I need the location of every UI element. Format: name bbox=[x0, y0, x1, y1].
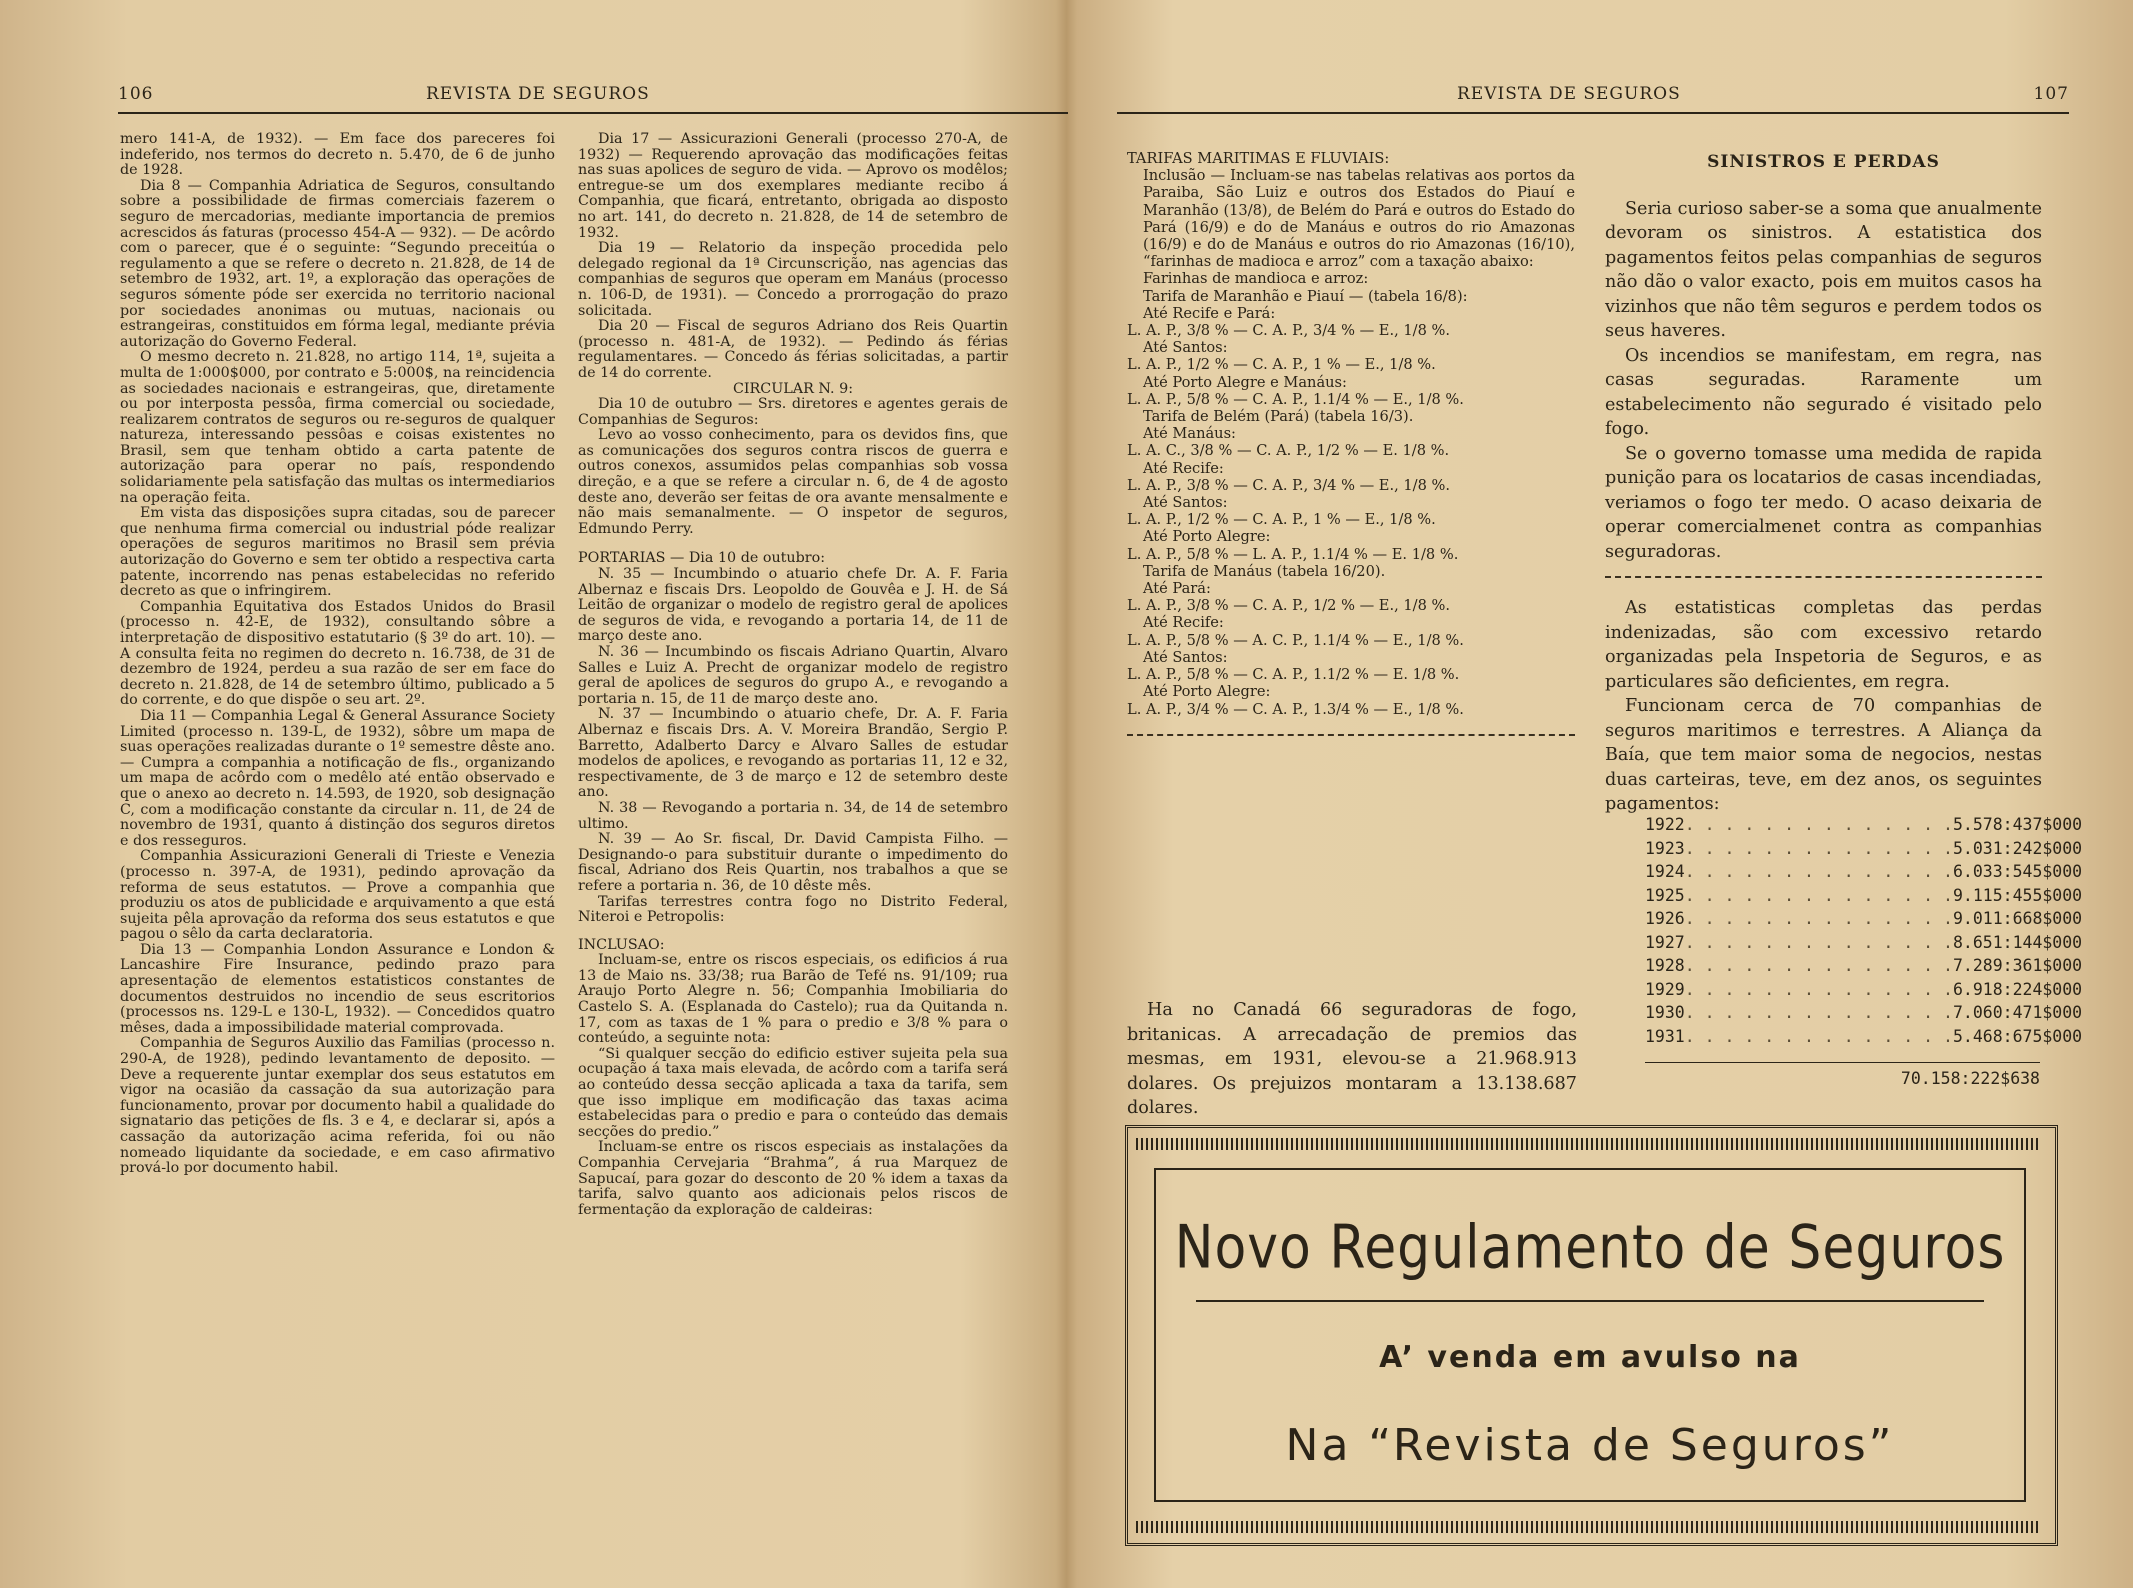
paragraph: Companhia Equitativa dos Estados Unidos do Brasil (processo n. 42-E, de 1932), consultando sôbre a interpretação de dispositivo estatutario (§ 3º do art. 10). — A consulta feita no regimen do decreto n. 16.738, de 31 de dezembro de 1924, perdeu a sua razão de ser em face do decreto n. 21.828, de 14 de setembro último, publicado a 5 do corrente, e do que dispõe o seu art. 2º. bbox=[120, 598, 555, 709]
left-column-2 bbox=[578, 132, 1008, 1502]
leader-dots: . . . . . . . . . . . . . . bbox=[1684, 909, 1953, 928]
payments-table bbox=[1645, 813, 2083, 1091]
paragraph: N. 38 — Revogando a portaria n. 34, de 14 de setembro ultimo. bbox=[578, 799, 1008, 832]
paragraph: Companhia Assicurazioni Generali di Trieste e Venezia (processo n. 397-A, de 1931), pedindo aprovação da reforma de seus estatutos. — Prove a companhia que produziu os atos de publicidade e arquivamento a que está sujeita pêla aprovação da reforma dos seus estatutos e que pagou o sêlo da carta declaratoria. bbox=[120, 848, 555, 943]
payment-year: 1925 bbox=[1645, 885, 1685, 905]
payment-row bbox=[1645, 860, 2083, 884]
tariff-line: L. A. C., 3/8 % — C. A. P., 1/2 % — E. 1/8 %. bbox=[1127, 442, 1450, 460]
payment-row bbox=[1645, 954, 2083, 978]
tariff-line: L. A. P., 1/2 % — C. A. P., 1 % — E., 1/8 %. bbox=[1127, 511, 1436, 529]
section-divider bbox=[1127, 734, 1575, 736]
leader-dots: . . . . . . . . . . . . . . bbox=[1684, 1003, 1953, 1022]
paragraph: N. 39 — Ao Sr. fiscal, Dr. David Campista Filho. — Designando-o para substituir durante o impedimento do fiscal, Adriano dos Reis Quartin, nos trabalhos a que se refere a portaria n. 36, de 10 dêste mês. bbox=[578, 831, 1008, 894]
tariff-line: Até Santos: bbox=[1143, 648, 1228, 666]
ad-ornament-border bbox=[1136, 1138, 2041, 1150]
paragraph: Dia 13 — Companhia London Assurance e London & Lancashire Fire Insurance, pedindo prazo para apresentação de elementos estatisticos constantes de documentos destruidos no incendio de seus escritorios (processos ns. 129-L e 130-L, 1932). — Concedidos quatro mêses, dada a impossibilidade material comprovada. bbox=[120, 941, 555, 1036]
paragraph: As estatisticas completas das perdas indenizadas, são com excessivo retardo organizadas pela Inspetoria de Seguros, e as particulares são deficientes, em regra. bbox=[1605, 598, 2042, 692]
paragraph: N. 35 — Incumbindo o atuario chefe Dr. A. F. Faria Albernaz e fiscais Drs. Leopoldo de Gouvêa e J. H. de Sá Leitão de organizar o modelo de registro geral de apolices de seguros de vida, e revogando a portaria 14, de 11 de março deste ano. bbox=[578, 566, 1008, 645]
payment-amount: 9.011:668$000 bbox=[1952, 909, 2083, 928]
payment-row bbox=[1645, 813, 2083, 837]
tariffs-title: TARIFAS MARITIMAS E FLUVIAIS: bbox=[1127, 150, 1390, 167]
section-heading: CIRCULAR N. 9: bbox=[732, 380, 854, 397]
right-page-header bbox=[1117, 84, 2069, 114]
payment-row bbox=[1645, 1025, 2083, 1049]
tariff-line: Tarifa de Manáus (tabela 16/20). bbox=[1143, 562, 1386, 580]
payment-amount: 5.468:675$000 bbox=[1952, 1026, 2083, 1046]
payment-year: 1929 bbox=[1645, 979, 1685, 999]
tariff-line: Farinhas de mandioca e arroz: bbox=[1143, 270, 1369, 288]
tariff-line: Até Santos: bbox=[1143, 494, 1228, 512]
ad-inner-frame bbox=[1154, 1168, 2026, 1502]
payment-amount: 5.031:242$000 bbox=[1952, 838, 2083, 858]
payment-row bbox=[1645, 931, 2083, 955]
paragraph: Dia 10 de outubro — Srs. diretores e agentes gerais de Companhias de Seguros: bbox=[578, 396, 1008, 428]
tariff-line: Até Recife: bbox=[1143, 459, 1224, 477]
payment-amount: 6.033:545$000 bbox=[1952, 862, 2083, 881]
tariff-line: Até Porto Alegre: bbox=[1143, 683, 1271, 701]
running-title: REVISTA DE SEGUROS bbox=[1457, 84, 1681, 104]
payments-total: 70.158:222$638 bbox=[1645, 1062, 2040, 1091]
tariff-lines bbox=[1127, 270, 1575, 717]
payment-amount: 5.578:437$000 bbox=[1952, 815, 2083, 834]
tariff-line: L. A. P., 3/8 % — C. A. P., 3/4 % — E., 1/8 %. bbox=[1127, 476, 1451, 494]
sinistros-column bbox=[1605, 150, 2042, 817]
tariffs-column bbox=[1127, 150, 1575, 754]
ad-ornament-border bbox=[1136, 1521, 2041, 1533]
paragraph: Dia 19 — Relatorio da inspeção procedida pelo delegado regional da 1ª Circunscrição, nas agencias das companhias de seguros que operam em Manáus (processo n. 106-D, de 1931). — Concedo a prorrogação do prazo solicitada. bbox=[578, 240, 1008, 319]
paragraph: Seria curioso saber-se a soma que anualmente devoram os sinistros. A estatistica dos pagamentos feitos pelas companhias de seguros não dão o valor exacto, pois em muitos casos ha vizinhos que não têm seguros e perdem todos os seus haveres. bbox=[1605, 198, 2042, 341]
tariff-line: Até Porto Alegre: bbox=[1143, 528, 1271, 546]
paragraph: Se o governo tomasse uma medida de rapida punição para os locatarios de casas incendiadas, veriamos o fogo ter medo. O acaso deixaria de operar comercialmenet contra as companhias seguradoras. bbox=[1605, 443, 2042, 562]
page-number: 106 bbox=[118, 84, 154, 104]
payment-amount: 9.115:455$000 bbox=[1952, 885, 2083, 905]
left-page-header bbox=[118, 84, 1068, 114]
tariff-line: L. A. P., 5/8 % — C. A. P., 1.1/2 % — E. 1/8 %. bbox=[1127, 666, 1460, 684]
paragraph: Levo ao vosso conhecimento, para os devidos fins, que as comunicações dos seguros contra riscos de guerra e outros conexos, assumidos pelas companhias sob vossa direção, e a que se refere a circular n. 6, de 4 de agosto deste ano, deverão ser feitas de ora avante mensalmente e não mais semanalmente. — O inspetor de seguros, Edmundo Perry. bbox=[578, 427, 1008, 537]
payment-year: 1926 bbox=[1645, 909, 1685, 928]
tariff-line: L. A. P., 1/2 % — C. A. P., 1 % — E., 1/8 %. bbox=[1127, 356, 1436, 374]
payment-row bbox=[1645, 837, 2083, 861]
paragraph: Funcionam cerca de 70 companhias de seguros maritimos e terrestres. A Aliança da Baía, que tem maior soma de negocios, nestas duas carteiras, teve, em dez anos, os seguintes pagamentos: bbox=[1605, 696, 2042, 814]
ad-publication-name: Na “Revista de Seguros” bbox=[1285, 1420, 1895, 1471]
payment-row bbox=[1645, 884, 2083, 908]
leader-dots: . . . . . . . . . . . . . . bbox=[1684, 862, 1953, 881]
payment-year: 1924 bbox=[1645, 862, 1685, 881]
advertisement-box bbox=[1125, 1125, 2058, 1546]
payment-row bbox=[1645, 1001, 2083, 1025]
paragraph: Companhia de Seguros Auxilio das Familias (processo n. 290-A, de 1928), pedindo levantamento de deposito. — Deve a requerente juntar exemplar dos seus estatutos em vigor na ocasião da cassação da sua autorização para funcionamento, provar por documento habil a qualidade do signatario das petições de fls. 3 e 4, e declarar si, após a cassação da autorização acima referida, foi ou não nomeado liquidante da sociedade, e em caso afirmativo prová-lo por documento habil. bbox=[120, 1035, 555, 1177]
ad-subtitle: A’ venda em avulso na bbox=[1379, 1340, 1801, 1375]
section-title: SINISTROS E PERDAS bbox=[1707, 152, 1940, 172]
tariff-line: L. A. P., 5/8 % — L. A. P., 1.1/4 % — E. 1/8 %. bbox=[1127, 545, 1459, 563]
tariff-line: L. A. P., 3/8 % — C. A. P., 1/2 % — E., 1/8 %. bbox=[1127, 597, 1451, 615]
running-title: REVISTA DE SEGUROS bbox=[426, 84, 650, 104]
paragraph: N. 37 — Incumbindo o atuario chefe, Dr. A. F. Faria Albernaz e fiscais Drs. A. V. Moreira Brandão, Sergio P. Barretto, Adalberto Darcy e Alvaro Salles de estudar modelos de apolices, e revogando as portarias 11, 12 e 32, respectivamente, de 3 de março e 12 de setembro deste ano. bbox=[578, 706, 1008, 801]
payment-row bbox=[1645, 907, 2083, 931]
paragraph: Incluam-se entre os riscos especiais as instalações da Companhia Cervejaria “Brahma”, á rua Marquez de Sapucaí, para gozar do desconto de 20 % idem a taxas da tarifa, salvo quanto aos adicionais pelos riscos de fermentação da exploração de caldeiras: bbox=[578, 1139, 1008, 1218]
tariff-line: Até Recife: bbox=[1143, 614, 1224, 632]
paragraph: Em vista das disposições supra citadas, sou de parecer que nenhuma firma comercial ou industrial póde realizar operações de seguros maritimos no Brasil sem prévia autorização do Governo e sem ter obtido a respectiva carta patente, incorrendo nas penas estabelecidas no referido decreto as que o infringirem. bbox=[120, 505, 555, 600]
tariff-line: L. A. P., 5/8 % — C. A. P., 1.1/4 % — E., 1/8 %. bbox=[1127, 390, 1464, 408]
tariff-line: Até Santos: bbox=[1143, 339, 1228, 357]
payment-year: 1922 bbox=[1645, 815, 1685, 834]
leader-dots: . . . . . . . . . . . . . . bbox=[1684, 838, 1953, 858]
paragraph: N. 36 — Incumbindo os fiscais Adriano Quartin, Alvaro Salles e Luiz A. Precht de organizar modelo de registro geral de apolices de seguros do grupo A., e revogando a portaria n. 15, de 11 de março deste ano. bbox=[578, 644, 1008, 707]
paragraph: Dia 20 — Fiscal de seguros Adriano dos Reis Quartin (processo n. 481-A, de 1932). — Pedindo ás férias regulamentares. — Concedo ás férias solicitadas, a partir de 14 do corrente. bbox=[578, 318, 1008, 381]
ad-underline bbox=[1196, 1300, 1984, 1302]
leader-dots: . . . . . . . . . . . . . . bbox=[1684, 932, 1953, 952]
paragraph: Ha no Canadá 66 seguradoras de fogo, britanicas. A arrecadação de premios das mesmas, em 1931, elevou-se a 21.968.913 dolares. Os prejuizos montaram a 13.138.687 dolares. bbox=[1127, 1000, 1577, 1118]
left-column-1 bbox=[120, 132, 555, 1502]
paragraph: Os incendios se manifestam, em regra, nas casas seguradas. Raramente um estabelecimento não segurado é visitado pelo fogo. bbox=[1605, 345, 2042, 439]
tariff-line: Até Porto Alegre e Manáus: bbox=[1143, 373, 1347, 391]
paragraph: Incluam-se, entre os riscos especiais, os edificios á rua 13 de Maio ns. 33/38; rua Barão de Tefé ns. 91/109; rua Araujo Porto Alegre n. 56; Companhia Imobiliaria do Castelo S. A. (Esplanada do Castelo); rua da Quitanda n. 17, com as taxas de 1 % para o predio e 3/8 % para o conteúdo, a seguinte nota: bbox=[578, 952, 1008, 1047]
page-number: 107 bbox=[2033, 84, 2069, 104]
tariff-line: L. A. P., 5/8 % — A. C. P., 1.1/4 % — E., 1/8 %. bbox=[1127, 631, 1464, 649]
leader-dots: . . . . . . . . . . . . . . bbox=[1684, 956, 1953, 975]
paragraph: Dia 8 — Companhia Adriatica de Seguros, consultando sobre a possibilidade de firmas comerciais fazerem o seguro de mercadorias, mediante importancia de premios acrescidos ás faturas (processo 454-A — 932). — De acôrdo com o parecer, que é o seguinte: “Segundo preceitúa o regulamento a que se refere o decreto n. 21.828, de 14 de setembro de 1932, art. 1º, a exploração das operações de seguros sómente póde ser exercida no territorio nacional por sociedades anonimas ou mutuas, nacionais ou estrangeiras, constituidos em fórma legal, mediante prévia autorização do Governo Federal. bbox=[120, 177, 555, 350]
payment-year: 1927 bbox=[1645, 932, 1685, 952]
paragraph: “Si qualquer secção do edificio estiver sujeita pela sua ocupação á taxa mais elevada, de acôrdo com a tarifa será ao conteúdo dessa secção aplicada a taxa da tarifa, sem que isso implique em modificação das taxas acima estabelecidas para o predio e para o conteúdo das demais secções do predio.” bbox=[578, 1045, 1008, 1140]
leader-dots: . . . . . . . . . . . . . . bbox=[1684, 815, 1953, 834]
payment-row bbox=[1645, 978, 2083, 1002]
payment-year: 1930 bbox=[1645, 1003, 1685, 1022]
tariff-line: L. A. P., 3/8 % — C. A. P., 3/4 % — E., 1/8 %. bbox=[1127, 322, 1451, 340]
paragraph: mero 141-A, de 1932). — Em face dos pareceres foi indeferido, nos termos do decreto n. 5.470, de 6 de junho de 1928. bbox=[120, 131, 555, 179]
tariffs-intro: Inclusão — Incluam-se nas tabelas relativas aos portos da Paraiba, São Luiz e outros dos Estados do Piauí e Maranhão (13/8), de Belém do Pará e outros do Estado do Pará (16/9) e do de Manáus e outros do rio Amazonas (16/9) e do de Manáus e outros do rio Amazonas (16/10), “farinhas de madioca e arroz” com a taxação abaixo: bbox=[1143, 167, 1575, 271]
leader-dots: . . . . . . . . . . . . . . bbox=[1684, 1026, 1953, 1046]
payment-year: 1923 bbox=[1645, 838, 1685, 858]
tariff-line: Até Recife e Pará: bbox=[1143, 304, 1276, 322]
tariff-line: Tarifa de Belém (Pará) (tabela 16/3). bbox=[1143, 408, 1414, 426]
canada-note bbox=[1127, 998, 1577, 1121]
ad-title: Novo Regulamento de Seguros bbox=[1174, 1213, 2006, 1283]
tariff-line: Tarifa de Maranhão e Piauí — (tabela 16/8): bbox=[1143, 287, 1468, 305]
paragraph: Tarifas terrestres contra fogo no Distrito Federal, Niteroi e Petropolis: bbox=[578, 893, 1008, 926]
payment-year: 1928 bbox=[1645, 956, 1685, 975]
payment-amount: 7.289:361$000 bbox=[1952, 956, 2083, 975]
section-divider bbox=[1605, 576, 2042, 578]
tariff-line: Até Manáus: bbox=[1143, 425, 1236, 443]
leader-dots: . . . . . . . . . . . . . . bbox=[1684, 885, 1953, 905]
paragraph: O mesmo decreto n. 21.828, no artigo 114, 1ª, sujeita a multa de 1:000$000, por contrato e 5:000$, na reincidencia as sociedades nacionais e estrangeiras, que, diretamente ou por interposta pessôa, firma comercial ou sociedade, realizarem contratos de seguros ou re-seguros de qualquer natureza, interessando pessôas e coisas existentes no Brasil, sem que tenham obtido a carta patente de autorização para operar no país, respondendo solidariamente pela satisfação das multas os intermediarios na operação feita. bbox=[120, 349, 555, 506]
payment-amount: 6.918:224$000 bbox=[1952, 979, 2083, 999]
payments-rows bbox=[1645, 813, 2083, 1048]
payment-amount: 7.060:471$000 bbox=[1952, 1003, 2083, 1022]
leader-dots: . . . . . . . . . . . . . . bbox=[1684, 979, 1953, 999]
tariff-line: Até Pará: bbox=[1143, 580, 1211, 598]
left-page bbox=[0, 0, 1066, 1588]
section-heading: INCLUSAO: bbox=[578, 936, 665, 953]
payment-year: 1931 bbox=[1645, 1026, 1685, 1046]
tariff-line: L. A. P., 3/4 % — C. A. P., 1.3/4 % — E., 1/8 %. bbox=[1127, 700, 1464, 718]
paragraph: Dia 11 — Companhia Legal & General Assurance Society Limited (processo n. 139-L, de 1932), sôbre um mapa de suas operações realizadas durante o 1º semestre dêste ano. — Cumpra a companhia a notificação de fls., organizando um mapa de acôrdo com o medêlo até então observado e que o anexo ao decreto n. 14.593, de 1920, sob designação C, com a modificação constante da circular n. 11, de 24 de novembro de 1931, quanto á distinção dos seguros diretos e dos resseguros. bbox=[120, 707, 555, 849]
section-heading: PORTARIAS — Dia 10 de outubro: bbox=[578, 550, 826, 567]
payment-amount: 8.651:144$000 bbox=[1952, 932, 2083, 952]
paragraph: Dia 17 — Assicurazioni Generali (processo 270-A, de 1932) — Requerendo aprovação das modificações feitas nas suas apolices de seguro de vida. — Aprovo os modêlos; entregue-se um dos exemplares mediante recibo á Companhia, que ficará, entretanto, obrigada ao disposto no art. 141, do decreto n. 21.828, de 14 de setembro de 1932. bbox=[578, 131, 1008, 241]
